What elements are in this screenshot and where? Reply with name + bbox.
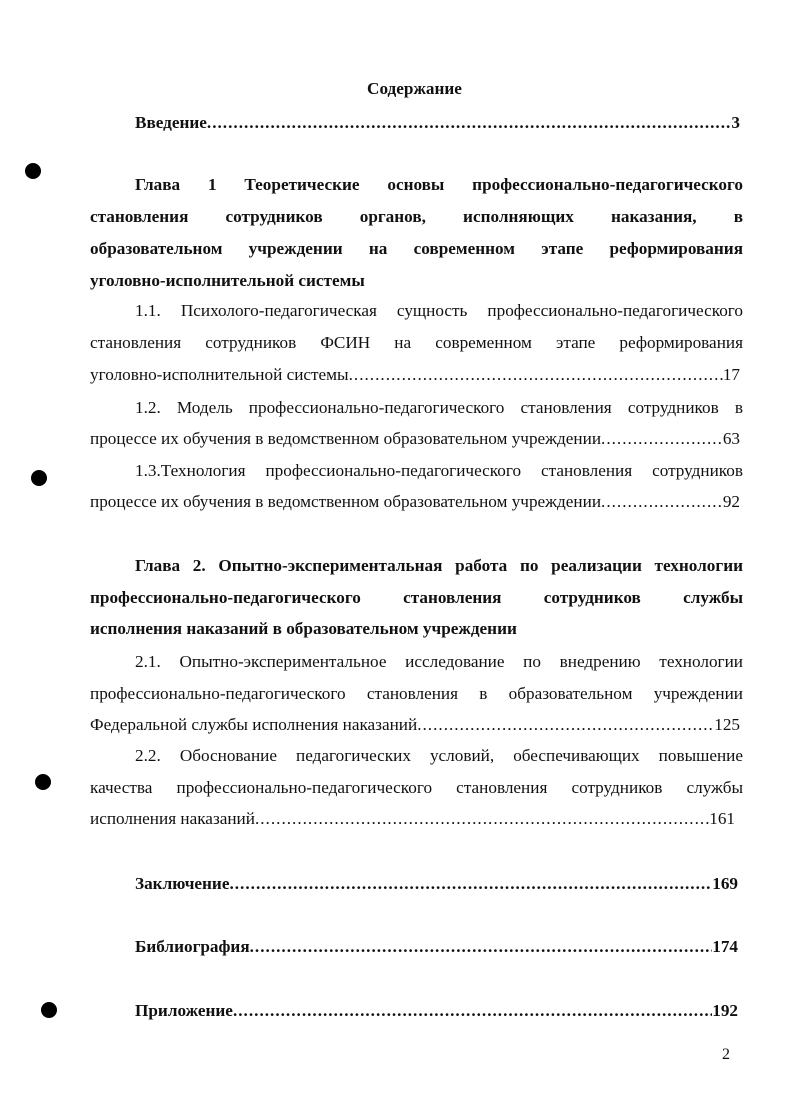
toc-section-1-3[interactable] bbox=[90, 487, 740, 517]
chapter-2-title[interactable]: Глава 2. Опытно-экспериментальная работа по реализации технологии bbox=[135, 556, 743, 575]
toc-section-1-1[interactable] bbox=[90, 360, 740, 390]
toc-section-1-2[interactable]: 1.2. Модель профессионально-педагогического становления сотрудников в bbox=[135, 398, 743, 417]
toc-entry-label: уголовно-исполнительной системы bbox=[90, 365, 349, 384]
toc-entry-label: процессе их обучения в ведомственном образовательном учреждении bbox=[90, 492, 602, 511]
toc-section-1-1[interactable]: 1.1. Психолого-педагогическая сущность профессионально-педагогического bbox=[135, 301, 743, 320]
toc-entry-conclusion[interactable] bbox=[135, 869, 738, 899]
toc-entry-page: 125 bbox=[714, 715, 740, 734]
page-title: Содержание bbox=[367, 79, 462, 98]
toc-entry-label: Федеральной службы исполнения наказаний bbox=[90, 715, 418, 734]
chapter-1-title[interactable]: Глава 1 Теоретические основы профессионально-педагогического bbox=[135, 175, 743, 194]
toc-section-1-3[interactable]: 1.3.Технология профессионально-педагогического становления сотрудников bbox=[135, 461, 743, 480]
toc-entry-bibliography[interactable] bbox=[135, 932, 738, 962]
chapter-1-title[interactable]: уголовно-исполнительной системы bbox=[90, 271, 365, 290]
toc-section-2-1[interactable]: 2.1. Опытно-экспериментальное исследование по внедрению технологии bbox=[135, 652, 743, 671]
chapter-1-title[interactable]: становления сотрудников органов, исполняющих наказания, в bbox=[90, 207, 743, 226]
toc-entry-page: 169 bbox=[712, 874, 738, 893]
toc-entry-label: Введение bbox=[135, 113, 207, 132]
toc-entry-page: 63 bbox=[722, 429, 740, 448]
toc-entry-label: Библиография bbox=[135, 937, 250, 956]
toc-section-2-1[interactable] bbox=[90, 710, 740, 740]
toc-section-2-1[interactable]: профессионально-педагогического становления в образовательном учреждении bbox=[90, 684, 743, 703]
toc-entry-page: 192 bbox=[712, 1001, 738, 1020]
toc-entry-appendix[interactable] bbox=[135, 996, 738, 1026]
toc-section-2-2[interactable] bbox=[90, 804, 735, 834]
chapter-2-title[interactable]: исполнения наказаний в образовательном учреждении bbox=[90, 619, 517, 638]
binder-hole bbox=[25, 163, 41, 179]
toc-entry-page: 3 bbox=[731, 113, 740, 132]
toc-entry-introduction[interactable] bbox=[135, 108, 740, 138]
toc-entry-label: исполнения наказаний bbox=[90, 809, 255, 828]
toc-entry-label: Заключение bbox=[135, 874, 230, 893]
toc-entry-page: 174 bbox=[712, 937, 738, 956]
binder-hole bbox=[35, 774, 51, 790]
toc-entry-page: 161 bbox=[709, 809, 735, 828]
page-number: 2 bbox=[722, 1046, 730, 1063]
toc-section-1-1[interactable]: становления сотрудников ФСИН на современном этапе реформирования bbox=[90, 333, 743, 352]
toc-section-1-2[interactable] bbox=[90, 424, 740, 454]
toc-entry-page: 17 bbox=[722, 365, 740, 384]
toc-entry-page: 92 bbox=[722, 492, 740, 511]
chapter-2-title[interactable]: профессионально-педагогического становления сотрудников службы bbox=[90, 588, 743, 607]
chapter-1-title[interactable]: образовательном учреждении на современном этапе реформирования bbox=[90, 239, 743, 258]
binder-hole bbox=[41, 1002, 57, 1018]
toc-entry-label: процессе их обучения в ведомственном образовательном учреждении bbox=[90, 429, 602, 448]
toc-entry-label: Приложение bbox=[135, 1001, 233, 1020]
toc-section-2-2[interactable]: качества профессионально-педагогического становления сотрудников службы bbox=[90, 778, 743, 797]
binder-hole bbox=[31, 470, 47, 486]
toc-section-2-2[interactable]: 2.2. Обоснование педагогических условий, обеспечивающих повышение bbox=[135, 746, 743, 765]
